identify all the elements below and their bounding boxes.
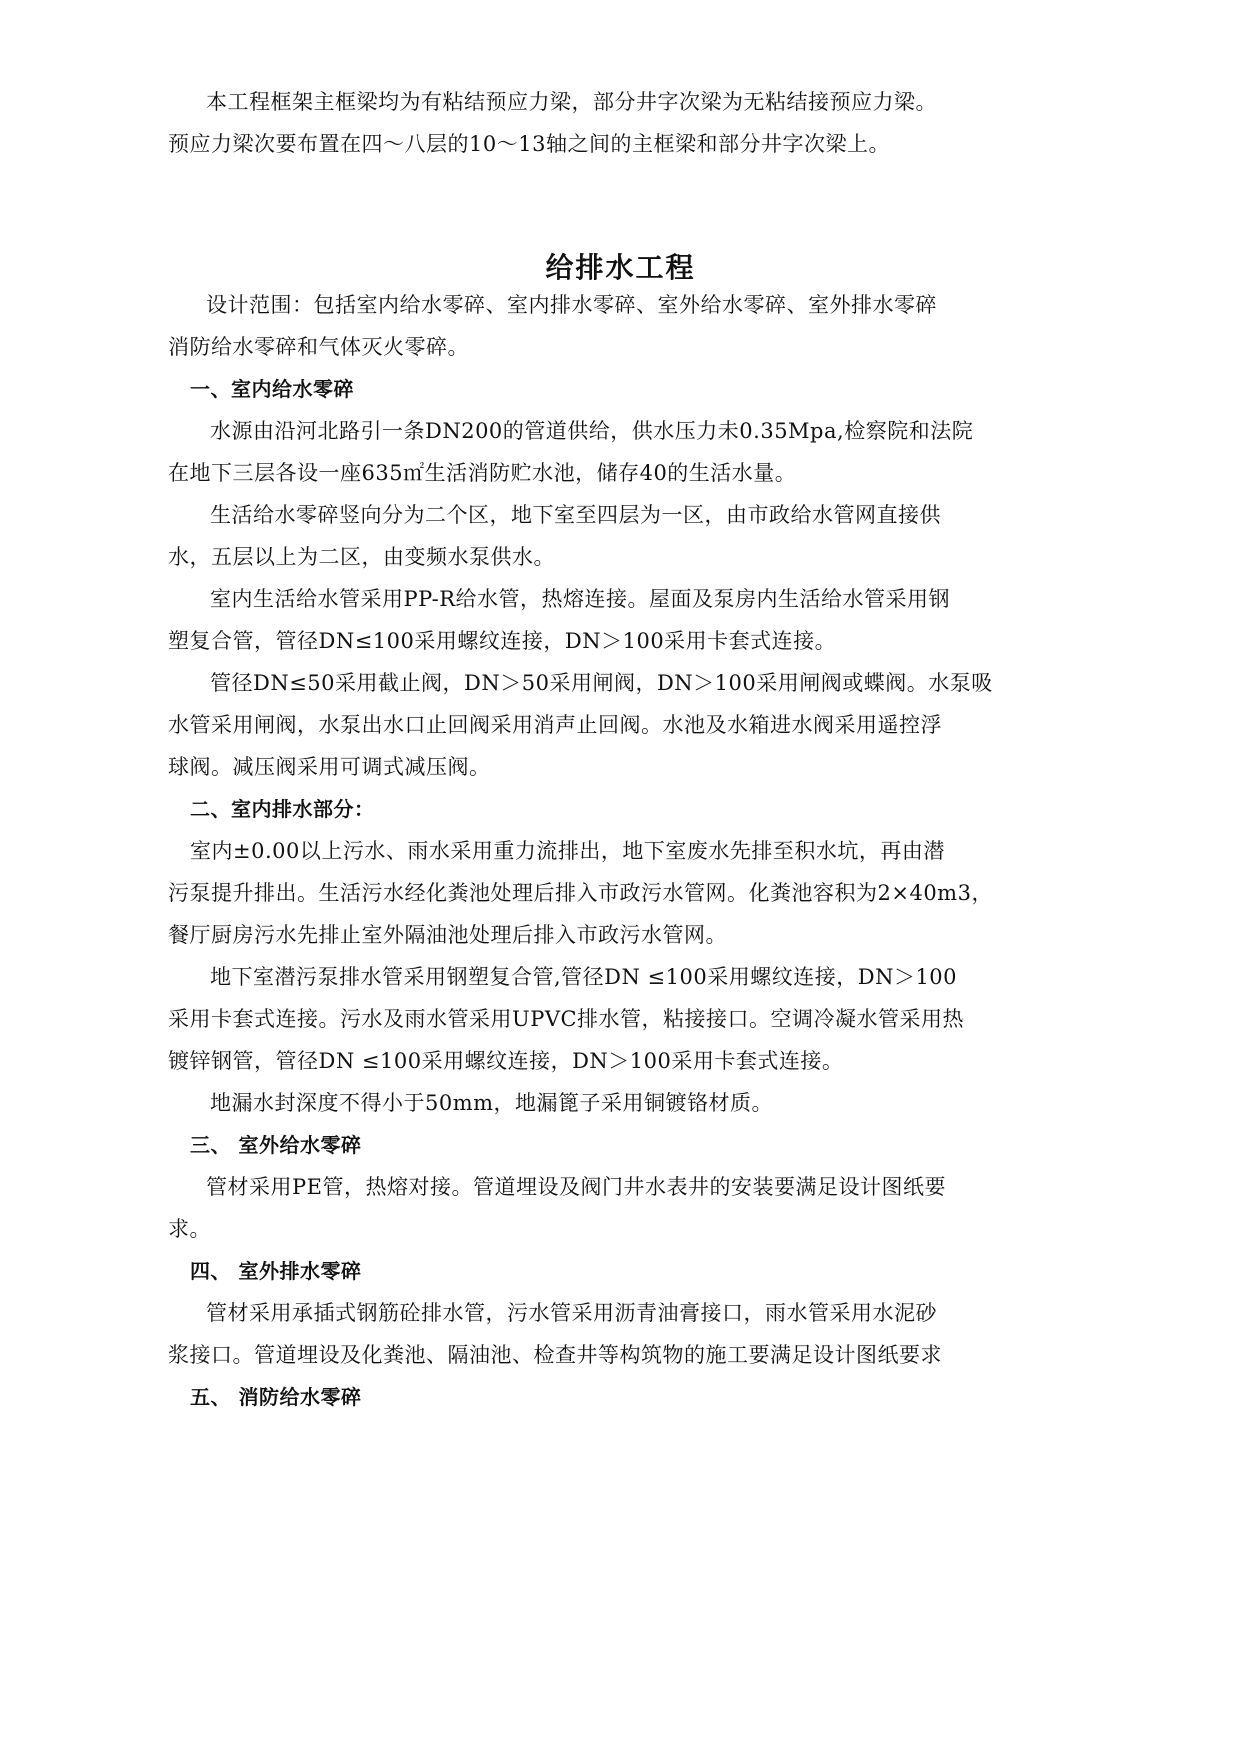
section-5-heading: 五、 消防给水零碎 [190, 1385, 362, 1409]
page-title: 给排水工程 [545, 251, 696, 284]
scope-line-1: 设计范围：包括室内给水零碎、室内排水零碎、室外给水零碎、室外排水零碎 [206, 293, 937, 317]
section-2-heading: 二、室内排水部分： [190, 797, 375, 821]
section-2-paragraph-1-line-3: 餐厅厨房污水先排止室外隔油池处理后排入市政污水管网。 [168, 923, 727, 947]
section-1-heading: 一、室内给水零碎 [190, 377, 354, 401]
section-4-paragraph-1-line-2: 浆接口。管道埋设及化粪池、隔油池、检查井等构筑物的施工要满足设计图纸要求 [168, 1343, 942, 1367]
section-2-paragraph-2-line-3: 镀锌钢管，管径DN ≤100采用螺纹连接，DN＞100采用卡套式连接。 [168, 1049, 844, 1073]
section-1-paragraph-4-line-3: 球阀。减压阀采用可调式减压阀。 [168, 755, 491, 779]
section-1-paragraph-2-line-2: 水，五层以上为二区，由变频水泵供水。 [168, 545, 555, 569]
section-4-heading: 四、 室外排水零碎 [190, 1259, 362, 1283]
section-2-paragraph-2-line-1: 地下室潜污泵排水管采用钢塑复合管,管径DN ≤100采用螺纹连接，DN＞100 [210, 965, 958, 989]
intro-line-2: 预应力梁次要布置在四～八层的10～13轴之间的主框梁和部分井字次梁上。 [168, 132, 890, 156]
section-1-paragraph-3-line-1: 室内生活给水管采用PP-R给水管，热熔连接。屋面及泵房内生活给水管采用钢 [210, 587, 951, 611]
section-1-paragraph-3-line-2: 塑复合管，管径DN≤100采用螺纹连接，DN＞100采用卡套式连接。 [168, 629, 837, 653]
section-1-paragraph-2-line-1: 生活给水零碎竖向分为二个区，地下室至四层为一区，由市政给水管网直接供 [210, 503, 941, 527]
scope-line-2: 消防给水零碎和气体灭火零碎。 [168, 335, 469, 359]
intro-line-1: 本工程框架主框梁均为有粘结预应力梁，部分井字次梁为无粘结接预应力梁。 [206, 90, 937, 114]
section-2-paragraph-2-line-2: 采用卡套式连接。污水及雨水管采用UPVC排水管，粘接接口。空调冷凝水管采用热 [168, 1007, 965, 1031]
section-2-paragraph-3-line-1: 地漏水封深度不得小于50mm，地漏篦子采用铜镀铬材质。 [210, 1091, 774, 1115]
section-1-paragraph-1-line-1: 水源由沿河北路引一条DN200的管道供给，供水压力未0.35Mpa,检察院和法院 [210, 419, 974, 443]
section-1-paragraph-1-line-2: 在地下三层各设一座635㎡生活消防贮水池，储存40的生活水量。 [168, 461, 797, 485]
section-2-paragraph-1-line-2: 污泵提升排出。生活污水经化粪池处理后排入市政污水管网。化粪池容积为2×40m3， [168, 881, 993, 905]
section-3-paragraph-1-line-2: 求。 [168, 1217, 211, 1241]
section-1-paragraph-4-line-1: 管径DN≤50采用截止阀，DN＞50采用闸阀，DN＞100采用闸阀或蝶阀。水泵吸 [210, 671, 993, 695]
section-3-heading: 三、 室外给水零碎 [190, 1133, 362, 1157]
section-4-paragraph-1-line-1: 管材采用承插式钢筋砼排水管，污水管采用沥青油膏接口，雨水管采用水泥砂 [206, 1301, 937, 1325]
section-3-paragraph-1-line-1: 管材采用PE管，热熔对接。管道埋设及阀门井水表井的安装要满足设计图纸要 [206, 1175, 946, 1199]
section-2-paragraph-1-line-1: 室内±0.00以上污水、雨水采用重力流排出，地下室废水先排至积水坑，再由潜 [190, 839, 945, 863]
section-1-paragraph-4-line-2: 水管采用闸阀，水泵出水口止回阀采用消声止回阀。水池及水箱进水阀采用遥控浮 [168, 713, 942, 737]
